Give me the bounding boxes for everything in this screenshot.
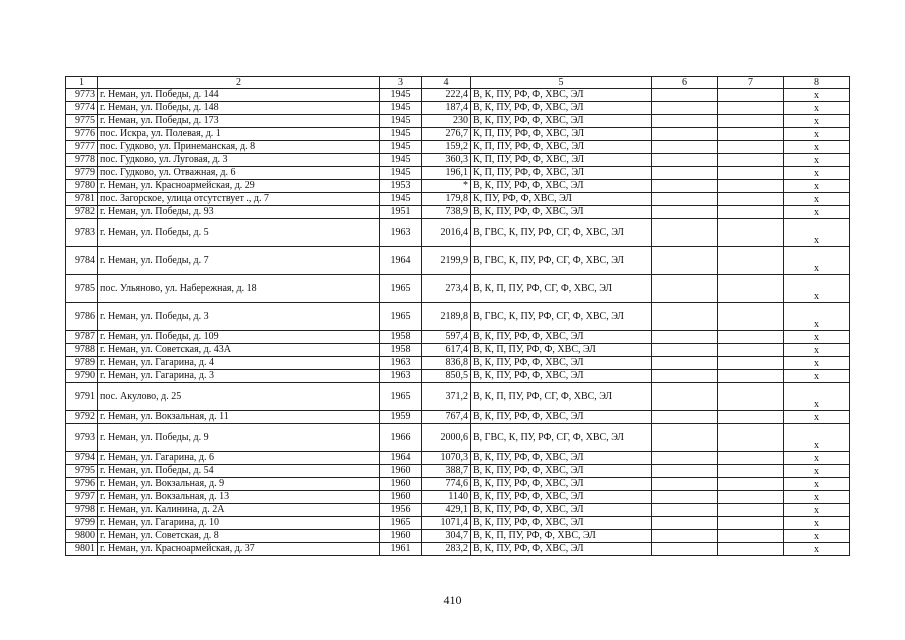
year-cell: 1953 [380, 180, 422, 193]
area-cell: * [422, 180, 471, 193]
col8-cell: x [784, 370, 850, 383]
col6-cell [652, 478, 718, 491]
row-number: 9781 [66, 193, 98, 206]
col6-cell [652, 465, 718, 478]
table-row [66, 491, 850, 504]
col7-cell [718, 543, 784, 556]
col6-cell [652, 206, 718, 219]
row-number: 9797 [66, 491, 98, 504]
utilities-cell: В, К, ПУ, РФ, Ф, ХВС, ЭЛ [471, 89, 652, 102]
row-number: 9800 [66, 530, 98, 543]
utilities-cell: В, К, ПУ, РФ, Ф, ХВС, ЭЛ [471, 543, 652, 556]
col8-cell: x [784, 128, 850, 141]
year-cell: 1966 [380, 424, 422, 452]
utilities-cell: В, ГВС, К, ПУ, РФ, СГ, Ф, ХВС, ЭЛ [471, 303, 652, 331]
year-cell: 1951 [380, 206, 422, 219]
address-cell: г. Неман, ул. Гагарина, д. 6 [98, 452, 380, 465]
col8-cell: x [784, 530, 850, 543]
col8-cell: x [784, 517, 850, 530]
utilities-cell: В, К, ПУ, РФ, Ф, ХВС, ЭЛ [471, 411, 652, 424]
col7-cell [718, 219, 784, 247]
address-cell: г. Неман, ул. Советская, д. 8 [98, 530, 380, 543]
table-row [66, 275, 850, 303]
col7-cell [718, 357, 784, 370]
row-number: 9799 [66, 517, 98, 530]
col8-cell: x [784, 115, 850, 128]
table-row [66, 206, 850, 219]
table-row [66, 89, 850, 102]
area-cell: 2000,6 [422, 424, 471, 452]
utilities-cell: В, К, ПУ, РФ, Ф, ХВС, ЭЛ [471, 504, 652, 517]
address-cell: г. Неман, ул. Победы, д. 148 [98, 102, 380, 115]
col8-cell: x [784, 331, 850, 344]
utilities-cell: В, К, ПУ, РФ, Ф, ХВС, ЭЛ [471, 180, 652, 193]
area-cell: 1140 [422, 491, 471, 504]
col6-cell [652, 357, 718, 370]
col6-cell [652, 491, 718, 504]
row-number: 9795 [66, 465, 98, 478]
row-number: 9777 [66, 141, 98, 154]
col8-cell: x [784, 141, 850, 154]
address-cell: г. Неман, ул. Гагарина, д. 4 [98, 357, 380, 370]
table-row [66, 383, 850, 411]
col6-cell [652, 303, 718, 331]
col8-cell: x [784, 154, 850, 167]
table-row [66, 115, 850, 128]
year-cell: 1945 [380, 154, 422, 167]
year-cell: 1960 [380, 465, 422, 478]
utilities-cell: В, ГВС, К, ПУ, РФ, СГ, Ф, ХВС, ЭЛ [471, 424, 652, 452]
area-cell: 2189,8 [422, 303, 471, 331]
year-cell: 1958 [380, 331, 422, 344]
table-row [66, 154, 850, 167]
area-cell: 196,1 [422, 167, 471, 180]
col8-cell: x [784, 465, 850, 478]
col8-cell: x [784, 357, 850, 370]
col6-cell [652, 370, 718, 383]
address-cell: г. Неман, ул. Калинина, д. 2А [98, 504, 380, 517]
col6-cell [652, 89, 718, 102]
col7-cell [718, 193, 784, 206]
address-cell: г. Неман, ул. Победы, д. 9 [98, 424, 380, 452]
col6-cell [652, 247, 718, 275]
col6-cell [652, 530, 718, 543]
col8-cell: x [784, 206, 850, 219]
address-cell: г. Неман, ул. Победы, д. 93 [98, 206, 380, 219]
utilities-cell: В, ГВС, К, ПУ, РФ, СГ, Ф, ХВС, ЭЛ [471, 247, 652, 275]
area-cell: 1071,4 [422, 517, 471, 530]
address-cell: г. Неман, ул. Гагарина, д. 3 [98, 370, 380, 383]
header-cell-3: 3 [380, 77, 422, 89]
table-row [66, 370, 850, 383]
row-number: 9796 [66, 478, 98, 491]
area-cell: 388,7 [422, 465, 471, 478]
address-cell: г. Неман, ул. Вокзальная, д. 9 [98, 478, 380, 491]
row-number: 9774 [66, 102, 98, 115]
table-row [66, 128, 850, 141]
row-number: 9779 [66, 167, 98, 180]
header-cell-6: 6 [652, 77, 718, 89]
col7-cell [718, 331, 784, 344]
utilities-cell: К, П, ПУ, РФ, Ф, ХВС, ЭЛ [471, 154, 652, 167]
col8-cell: x [784, 424, 850, 452]
registry-table [65, 76, 850, 556]
utilities-cell: В, К, ПУ, РФ, Ф, ХВС, ЭЛ [471, 491, 652, 504]
col6-cell [652, 128, 718, 141]
col7-cell [718, 206, 784, 219]
col6-cell [652, 543, 718, 556]
address-cell: г. Неман, ул. Вокзальная, д. 13 [98, 491, 380, 504]
page-number: 410 [443, 593, 462, 607]
row-number: 9783 [66, 219, 98, 247]
col7-cell [718, 167, 784, 180]
table-row [66, 180, 850, 193]
col7-cell [718, 478, 784, 491]
address-cell: г. Неман, ул. Красноармейская, д. 37 [98, 543, 380, 556]
utilities-cell: В, К, П, ПУ, РФ, СГ, Ф, ХВС, ЭЛ [471, 383, 652, 411]
year-cell: 1956 [380, 504, 422, 517]
utilities-cell: В, К, ПУ, РФ, Ф, ХВС, ЭЛ [471, 465, 652, 478]
area-cell: 738,9 [422, 206, 471, 219]
col6-cell [652, 517, 718, 530]
col7-cell [718, 247, 784, 275]
col7-cell [718, 102, 784, 115]
row-number: 9780 [66, 180, 98, 193]
col6-cell [652, 167, 718, 180]
area-cell: 187,4 [422, 102, 471, 115]
year-cell: 1958 [380, 344, 422, 357]
col8-cell: x [784, 275, 850, 303]
area-cell: 2199,9 [422, 247, 471, 275]
col6-cell [652, 141, 718, 154]
utilities-cell: В, К, П, ПУ, РФ, СГ, Ф, ХВС, ЭЛ [471, 275, 652, 303]
area-cell: 850,5 [422, 370, 471, 383]
col6-cell [652, 102, 718, 115]
utilities-cell: К, П, ПУ, РФ, Ф, ХВС, ЭЛ [471, 141, 652, 154]
row-number: 9793 [66, 424, 98, 452]
area-cell: 597,4 [422, 331, 471, 344]
area-cell: 230 [422, 115, 471, 128]
area-cell: 159,2 [422, 141, 471, 154]
row-number: 9801 [66, 543, 98, 556]
area-cell: 617,4 [422, 344, 471, 357]
row-number: 9784 [66, 247, 98, 275]
area-cell: 371,2 [422, 383, 471, 411]
col6-cell [652, 504, 718, 517]
table-row [66, 424, 850, 452]
row-number: 9790 [66, 370, 98, 383]
row-number: 9775 [66, 115, 98, 128]
col8-cell: x [784, 89, 850, 102]
table-row [66, 219, 850, 247]
table-row [66, 543, 850, 556]
year-cell: 1960 [380, 478, 422, 491]
address-cell: г. Неман, ул. Победы, д. 173 [98, 115, 380, 128]
utilities-cell: В, К, ПУ, РФ, Ф, ХВС, ЭЛ [471, 102, 652, 115]
utilities-cell: В, К, ПУ, РФ, Ф, ХВС, ЭЛ [471, 357, 652, 370]
col8-cell: x [784, 193, 850, 206]
table-body [66, 77, 850, 556]
address-cell: пос. Гудково, ул. Луговая, д. 3 [98, 154, 380, 167]
address-cell: г. Неман, ул. Победы, д. 109 [98, 331, 380, 344]
col8-cell: x [784, 167, 850, 180]
utilities-cell: В, К, П, ПУ, РФ, Ф, ХВС, ЭЛ [471, 344, 652, 357]
col7-cell [718, 115, 784, 128]
col8-cell: x [784, 102, 850, 115]
area-cell: 429,1 [422, 504, 471, 517]
row-number: 9786 [66, 303, 98, 331]
table-row [66, 411, 850, 424]
year-cell: 1945 [380, 115, 422, 128]
header-cell-2: 2 [98, 77, 380, 89]
col8-cell: x [784, 411, 850, 424]
table-row [66, 141, 850, 154]
area-cell: 836,8 [422, 357, 471, 370]
address-cell: г. Неман, ул. Гагарина, д. 10 [98, 517, 380, 530]
address-cell: пос. Гудково, ул. Принеманская, д. 8 [98, 141, 380, 154]
header-cell-8: 8 [784, 77, 850, 89]
table-row [66, 517, 850, 530]
year-cell: 1945 [380, 141, 422, 154]
row-number: 9782 [66, 206, 98, 219]
col7-cell [718, 424, 784, 452]
row-number: 9778 [66, 154, 98, 167]
row-number: 9788 [66, 344, 98, 357]
col6-cell [652, 180, 718, 193]
col6-cell [652, 424, 718, 452]
area-cell: 273,4 [422, 275, 471, 303]
col7-cell [718, 154, 784, 167]
address-cell: г. Неман, ул. Вокзальная, д. 11 [98, 411, 380, 424]
col6-cell [652, 331, 718, 344]
col7-cell [718, 89, 784, 102]
utilities-cell: В, К, ПУ, РФ, Ф, ХВС, ЭЛ [471, 331, 652, 344]
table-row [66, 344, 850, 357]
year-cell: 1959 [380, 411, 422, 424]
col8-cell: x [784, 344, 850, 357]
table-row [66, 478, 850, 491]
col7-cell [718, 383, 784, 411]
header-cell-4: 4 [422, 77, 471, 89]
area-cell: 1070,3 [422, 452, 471, 465]
utilities-cell: В, К, ПУ, РФ, Ф, ХВС, ЭЛ [471, 478, 652, 491]
col7-cell [718, 517, 784, 530]
col6-cell [652, 219, 718, 247]
address-cell: г. Неман, ул. Победы, д. 5 [98, 219, 380, 247]
row-number: 9798 [66, 504, 98, 517]
col7-cell [718, 370, 784, 383]
area-cell: 774,6 [422, 478, 471, 491]
col7-cell [718, 303, 784, 331]
area-cell: 2016,4 [422, 219, 471, 247]
address-cell: пос. Искра, ул. Полевая, д. 1 [98, 128, 380, 141]
year-cell: 1961 [380, 543, 422, 556]
year-cell: 1964 [380, 452, 422, 465]
year-cell: 1945 [380, 89, 422, 102]
address-cell: г. Неман, ул. Победы, д. 54 [98, 465, 380, 478]
col6-cell [652, 383, 718, 411]
col6-cell [652, 411, 718, 424]
table-row [66, 465, 850, 478]
col8-cell: x [784, 452, 850, 465]
col8-cell: x [784, 504, 850, 517]
year-cell: 1965 [380, 275, 422, 303]
row-number: 9789 [66, 357, 98, 370]
utilities-cell: К, ПУ, РФ, Ф, ХВС, ЭЛ [471, 193, 652, 206]
year-cell: 1964 [380, 247, 422, 275]
address-cell: пос. Гудково, ул. Отважная, д. 6 [98, 167, 380, 180]
utilities-cell: В, К, П, ПУ, РФ, Ф, ХВС, ЭЛ [471, 530, 652, 543]
address-cell: г. Неман, ул. Советская, д. 43А [98, 344, 380, 357]
row-number: 9787 [66, 331, 98, 344]
col8-cell: x [784, 303, 850, 331]
table-row [66, 193, 850, 206]
col7-cell [718, 504, 784, 517]
year-cell: 1945 [380, 167, 422, 180]
utilities-cell: В, К, ПУ, РФ, Ф, ХВС, ЭЛ [471, 206, 652, 219]
row-number: 9791 [66, 383, 98, 411]
year-cell: 1945 [380, 102, 422, 115]
utilities-cell: К, П, ПУ, РФ, Ф, ХВС, ЭЛ [471, 167, 652, 180]
col7-cell [718, 411, 784, 424]
col7-cell [718, 452, 784, 465]
table-row [66, 530, 850, 543]
col7-cell [718, 128, 784, 141]
year-cell: 1945 [380, 128, 422, 141]
header-cell-7: 7 [718, 77, 784, 89]
col7-cell [718, 275, 784, 303]
col7-cell [718, 530, 784, 543]
row-number: 9776 [66, 128, 98, 141]
table-row [66, 247, 850, 275]
col8-cell: x [784, 383, 850, 411]
table-row [66, 504, 850, 517]
row-number: 9792 [66, 411, 98, 424]
col8-cell: x [784, 491, 850, 504]
col8-cell: x [784, 478, 850, 491]
area-cell: 304,7 [422, 530, 471, 543]
utilities-cell: В, К, ПУ, РФ, Ф, ХВС, ЭЛ [471, 115, 652, 128]
area-cell: 179,8 [422, 193, 471, 206]
address-cell: г. Неман, ул. Победы, д. 3 [98, 303, 380, 331]
year-cell: 1963 [380, 370, 422, 383]
table-row [66, 102, 850, 115]
table-row [66, 357, 850, 370]
row-number: 9773 [66, 89, 98, 102]
col6-cell [652, 193, 718, 206]
col7-cell [718, 465, 784, 478]
address-cell: пос. Акулово, д. 25 [98, 383, 380, 411]
col8-cell: x [784, 543, 850, 556]
year-cell: 1965 [380, 383, 422, 411]
col8-cell: x [784, 219, 850, 247]
utilities-cell: К, П, ПУ, РФ, Ф, ХВС, ЭЛ [471, 128, 652, 141]
year-cell: 1963 [380, 357, 422, 370]
utilities-cell: В, К, ПУ, РФ, Ф, ХВС, ЭЛ [471, 452, 652, 465]
col6-cell [652, 452, 718, 465]
table-row [66, 303, 850, 331]
year-cell: 1945 [380, 193, 422, 206]
area-cell: 767,4 [422, 411, 471, 424]
year-cell: 1963 [380, 219, 422, 247]
address-cell: г. Неман, ул. Победы, д. 144 [98, 89, 380, 102]
area-cell: 222,4 [422, 89, 471, 102]
header-cell-1: 1 [66, 77, 98, 89]
table-row [66, 331, 850, 344]
col6-cell [652, 154, 718, 167]
col7-cell [718, 180, 784, 193]
col7-cell [718, 141, 784, 154]
utilities-cell: В, К, ПУ, РФ, Ф, ХВС, ЭЛ [471, 370, 652, 383]
area-cell: 283,2 [422, 543, 471, 556]
area-cell: 276,7 [422, 128, 471, 141]
col7-cell [718, 344, 784, 357]
address-cell: г. Неман, ул. Победы, д. 7 [98, 247, 380, 275]
row-number: 9794 [66, 452, 98, 465]
address-cell: пос. Ульяново, ул. Набережная, д. 18 [98, 275, 380, 303]
col6-cell [652, 344, 718, 357]
table-row [66, 452, 850, 465]
col8-cell: x [784, 247, 850, 275]
header-cell-5: 5 [471, 77, 652, 89]
year-cell: 1965 [380, 303, 422, 331]
area-cell: 360,3 [422, 154, 471, 167]
col8-cell: x [784, 180, 850, 193]
address-cell: пос. Загорское, улица отсутствует ., д. 7 [98, 193, 380, 206]
table-row [66, 167, 850, 180]
col7-cell [718, 491, 784, 504]
utilities-cell: В, К, ПУ, РФ, Ф, ХВС, ЭЛ [471, 517, 652, 530]
col6-cell [652, 275, 718, 303]
row-number: 9785 [66, 275, 98, 303]
utilities-cell: В, ГВС, К, ПУ, РФ, СГ, Ф, ХВС, ЭЛ [471, 219, 652, 247]
year-cell: 1960 [380, 530, 422, 543]
address-cell: г. Неман, ул. Красноармейская, д. 29 [98, 180, 380, 193]
year-cell: 1960 [380, 491, 422, 504]
header-row [66, 77, 850, 89]
col6-cell [652, 115, 718, 128]
year-cell: 1965 [380, 517, 422, 530]
